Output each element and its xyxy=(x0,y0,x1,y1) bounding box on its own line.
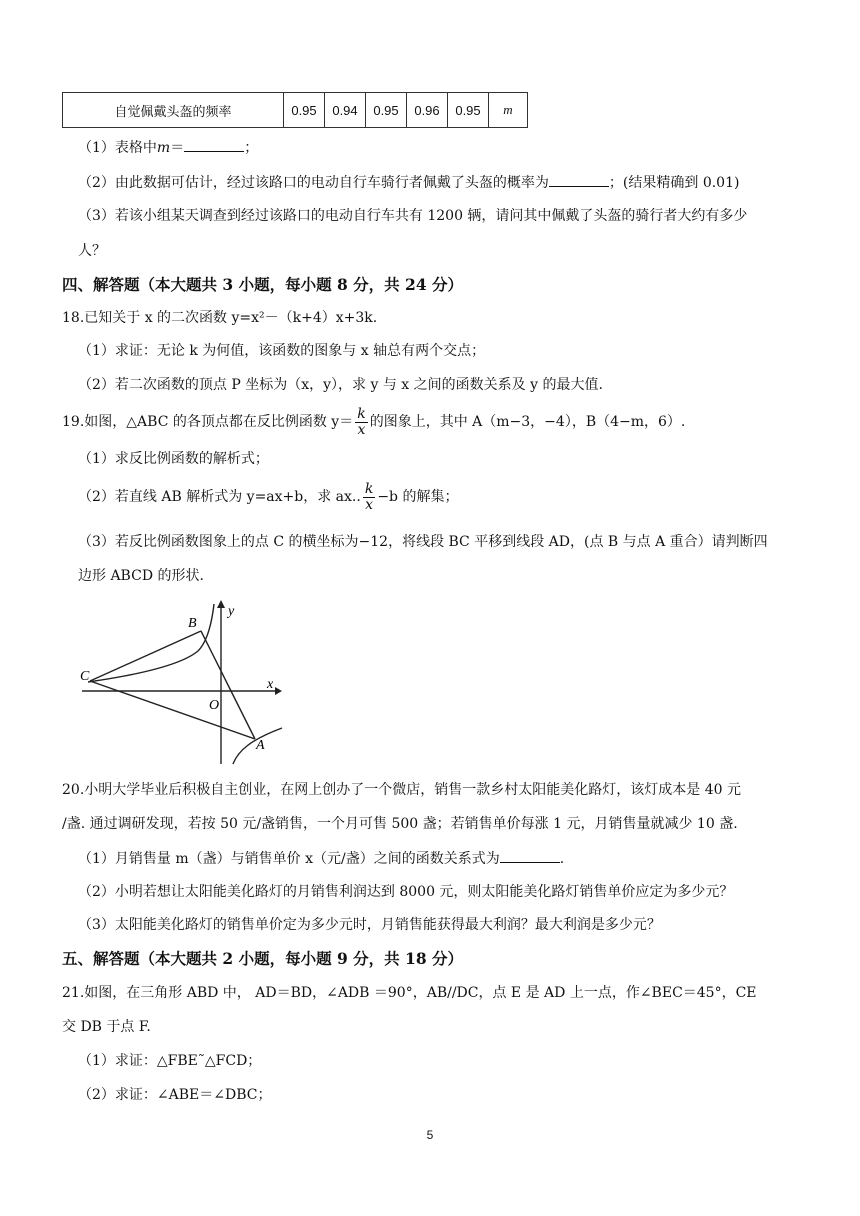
q17-part2 xyxy=(78,172,739,193)
frequency-table xyxy=(62,92,528,128)
q20-part1-text: （1）月销售量 m（盏）与销售单价 x（元/盏）之间的函数关系式为 xyxy=(78,851,500,867)
answer-blank xyxy=(184,137,244,152)
q18-part1: （1）求证：无论 k 为何值，该函数的图象与 x 轴总有两个交点； xyxy=(78,343,486,359)
label-b: B xyxy=(188,616,197,631)
y-axis-arrow xyxy=(217,600,225,608)
label-x: x xyxy=(267,677,274,692)
q19-part3-line2: 边形 ABCD 的形状. xyxy=(78,568,204,584)
fraction-k-over-x xyxy=(355,407,367,438)
q18-part2: （2）若二次函数的顶点 P 坐标为（x，y），求 y 与 x 之间的函数关系及 y 的最大值. xyxy=(78,377,603,393)
answer-blank xyxy=(549,172,609,187)
q21-stem-line2: 交 DB 于点 F. xyxy=(62,1019,151,1035)
q17-part1-text: （1）表格中 xyxy=(78,140,157,156)
q17-part1-var: m xyxy=(156,140,171,156)
q17-part3-line2: 人？ xyxy=(78,243,106,259)
q21-part2: （2）求证：∠ABE＝∠DBC； xyxy=(78,1087,272,1103)
table-cell: 0.95 xyxy=(448,93,489,128)
q19-stem xyxy=(62,405,685,439)
q17-part1-end: ； xyxy=(244,140,259,156)
fraction-denominator: x xyxy=(357,421,366,438)
table-cell: 0.96 xyxy=(407,93,448,128)
q19-part2-text: （2）若直线 AB 解析式为 y=ax+b，求 ax.. xyxy=(78,489,361,505)
q17-part2-end: ；(结果精确到 0.01) xyxy=(608,175,740,191)
table-row-label: 自觉佩戴头盔的频率 xyxy=(63,93,284,128)
table-cell: 0.95 xyxy=(366,93,407,128)
q20-part3: （3）太阳能美化路灯的销售单价定为多少元时，月销售能获得最大利润？最大利润是多少元？ xyxy=(78,917,661,933)
q19-part2-end: −b 的解集； xyxy=(377,489,459,505)
q19-stem-text-end: 的图象上，其中 A（m−3，−4），B（4−m，6）. xyxy=(369,414,686,430)
q19-part2 xyxy=(78,480,458,514)
x-axis-arrow xyxy=(275,687,282,695)
q20-stem-line2: /盏. 通过调研发现，若按 50 元/盏销售，一个月可售 500 盏；若销售单价每涨 1 元，月销售量就减少 10 盏. xyxy=(62,816,738,832)
label-a: A xyxy=(256,738,265,753)
fraction-numerator: k xyxy=(357,405,366,422)
fraction-k-over-x xyxy=(363,482,375,513)
answer-blank xyxy=(500,848,560,863)
page-number: 5 xyxy=(426,1128,434,1142)
q19-part1: （1）求反比例函数的解析式； xyxy=(78,451,269,467)
q20-stem-line1: 20.小明大学毕业后积极自主创业，在网上创办了一个微店，销售一款乡村太阳能美化路灯，该灯成本是 40 元 xyxy=(62,782,741,798)
label-o: O xyxy=(209,698,220,713)
q19-stem-text: 19.如图，△ABC 的各顶点都在反比例函数 y＝ xyxy=(62,414,354,430)
q21-stem-line1: 21.如图，在三角形 ABD 中， AD＝BD，∠ADB ＝90°，AB//DC，点 E 是 AD 上一点，作∠BEC＝45°，CE xyxy=(62,985,757,1001)
q17-part1 xyxy=(78,137,258,158)
q19-figure xyxy=(70,596,290,766)
q19-part3-line1: （3）若反比例函数图象上的点 C 的横坐标为−12，将线段 BC 平移到线段 AD，(点 B 与点 A 重合）请判断四 xyxy=(78,534,768,550)
q18-stem: 18.已知关于 x 的二次函数 y=x²－（k+4）x+3k. xyxy=(62,310,378,326)
section-heading: 四、解答题（本大题共 3 小题，每小题 8 分，共 24 分） xyxy=(62,275,464,294)
label-y: y xyxy=(228,604,235,619)
fraction-denominator: x xyxy=(365,496,374,513)
q20-part1-end: . xyxy=(559,851,565,867)
q21-part1: （1）求证：△FBE˜△FCD； xyxy=(78,1053,262,1069)
fraction-numerator: k xyxy=(364,480,374,497)
table-cell-unknown: m xyxy=(489,93,528,128)
table-cell: 0.94 xyxy=(325,93,366,128)
label-c: C xyxy=(80,669,90,684)
q20-part2: （2）小明若想让太阳能美化路灯的月销售利润达到 8000 元，则太阳能美化路灯销售单价应定为多少元？ xyxy=(78,884,734,900)
q17-part2-text: （2）由此数据可估计，经过该路口的电动自行车骑行者佩戴了头盔的概率为 xyxy=(78,175,549,191)
q17-part1-eq: ＝ xyxy=(170,140,185,156)
q20-part1 xyxy=(78,848,564,869)
table-cell: 0.95 xyxy=(284,93,325,128)
section-heading: 五、解答题（本大题共 2 小题，每小题 9 分，共 18 分） xyxy=(62,949,464,968)
table-row xyxy=(63,93,528,128)
segment-cb xyxy=(90,631,201,681)
q17-part3-line1: （3）若该小组某天调查到经过该路口的电动自行车共有 1200 辆，请问其中佩戴了头盔的骑行者大约有多少 xyxy=(78,208,748,224)
